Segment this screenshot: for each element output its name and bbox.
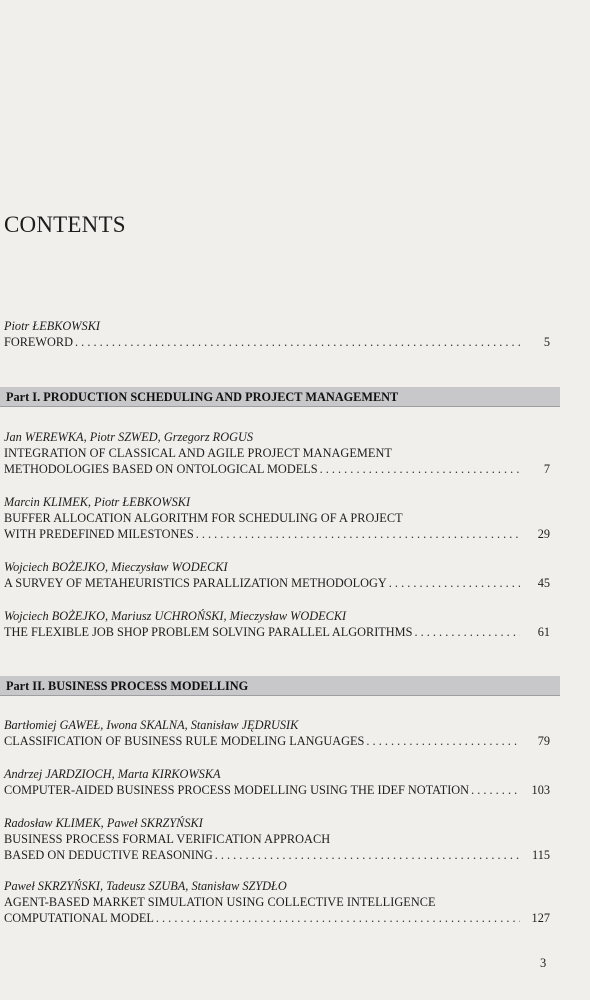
part-heading-bar [0, 676, 560, 696]
page-title: CONTENTS [4, 212, 126, 237]
dot-leader [471, 782, 520, 798]
entry-page-number: 45 [537, 576, 550, 590]
part-heading: Part I. PRODUCTION SCHEDULING AND PROJECT MANAGEMENT [6, 390, 399, 404]
entry-title-line: THE FLEXIBLE JOB SHOP PROBLEM SOLVING PARALLEL ALGORITHMS [4, 625, 413, 639]
dot-leader [320, 461, 520, 477]
entry-page-number: 29 [537, 527, 550, 541]
entry-title-row [4, 733, 550, 749]
entry-page-number: 79 [537, 734, 550, 748]
entry-page-number: 7 [543, 462, 550, 476]
dot-leader [196, 526, 520, 542]
part-heading: Part II. BUSINESS PROCESS MODELLING [6, 679, 249, 693]
entry-title-line: AGENT-BASED MARKET SIMULATION USING COLLECTIVE INTELLIGENCE [4, 895, 436, 909]
entry-title-row [4, 334, 550, 350]
entry-authors: Andrzej JARDZIOCH, Marta KIRKOWSKA [4, 767, 221, 781]
entry-title-line: FOREWORD [4, 335, 74, 349]
entry-title-line: A SURVEY OF METAHEURISTICS PARALLIZATION METHODOLOGY [4, 576, 387, 590]
dot-leader [389, 575, 520, 591]
entry-title-line: BASED ON DEDUCTIVE REASONING [4, 848, 213, 862]
dot-leader [414, 624, 520, 640]
entry-authors: Wojciech BOŻEJKO, Mieczysław WODECKI [4, 560, 228, 574]
entry-authors: Bartłomiej GAWEŁ, Iwona SKALNA, Stanisław JĘDRUSIK [4, 718, 299, 732]
entry-title-row [4, 847, 550, 863]
toc-entry [4, 815, 550, 863]
entry-title-row [4, 782, 550, 798]
entry-page-number: 103 [531, 783, 550, 797]
entry-authors: Radosław KLIMEK, Paweł SKRZYŃSKI [4, 816, 203, 830]
toc-entry [4, 429, 550, 477]
dot-leader [215, 847, 520, 863]
entry-title-row [4, 910, 550, 926]
entry-title-row [4, 624, 550, 640]
entry-title-line: INTEGRATION OF CLASSICAL AND AGILE PROJECT MANAGEMENT [4, 446, 392, 460]
dot-leader [156, 910, 520, 926]
entry-title-line: BUFFER ALLOCATION ALGORITHM FOR SCHEDULING OF A PROJECT [4, 511, 403, 525]
entry-authors: Paweł SKRZYŃSKI, Tadeusz SZUBA, Stanisław SZYDŁO [4, 879, 287, 893]
entry-authors: Wojciech BOŻEJKO, Mariusz UCHROŃSKI, Mieczysław WODECKI [4, 609, 347, 623]
part-heading-bar [0, 387, 560, 407]
toc-entry [4, 717, 550, 749]
toc-entry [4, 494, 550, 542]
entry-title-line: COMPUTATIONAL MODEL [4, 911, 154, 925]
entry-page-number: 5 [543, 335, 550, 349]
entry-authors: Jan WEREWKA, Piotr SZWED, Grzegorz ROGUS [4, 430, 253, 444]
entry-title-row [4, 575, 550, 591]
toc-entry-foreword [4, 318, 550, 350]
page-number: 3 [540, 956, 547, 970]
entry-page-number: 115 [532, 848, 550, 862]
entry-authors: Piotr ŁEBKOWSKI [4, 319, 100, 333]
entry-title-row [4, 526, 550, 542]
dot-leader [366, 733, 520, 749]
entry-title-line: COMPUTER-AIDED BUSINESS PROCESS MODELLING USING THE IDEF NOTATION [4, 783, 470, 797]
entry-page-number: 61 [537, 625, 550, 639]
toc-entry [4, 878, 550, 926]
entry-title-line: BUSINESS PROCESS FORMAL VERIFICATION APPROACH [4, 832, 331, 846]
entry-authors: Marcin KLIMEK, Piotr ŁEBKOWSKI [4, 495, 191, 509]
entry-title-line: CLASSIFICATION OF BUSINESS RULE MODELING LANGUAGES [4, 734, 365, 748]
toc-entry [4, 559, 550, 591]
dot-leader [75, 334, 520, 350]
entry-title-row [4, 461, 550, 477]
entry-page-number: 127 [531, 911, 550, 925]
toc-entry [4, 608, 550, 640]
entry-title-line: WITH PREDEFINED MILESTONES [4, 527, 194, 541]
entry-title-line: METHODOLOGIES BASED ON ONTOLOGICAL MODELS [4, 462, 318, 476]
toc-entry [4, 766, 550, 798]
